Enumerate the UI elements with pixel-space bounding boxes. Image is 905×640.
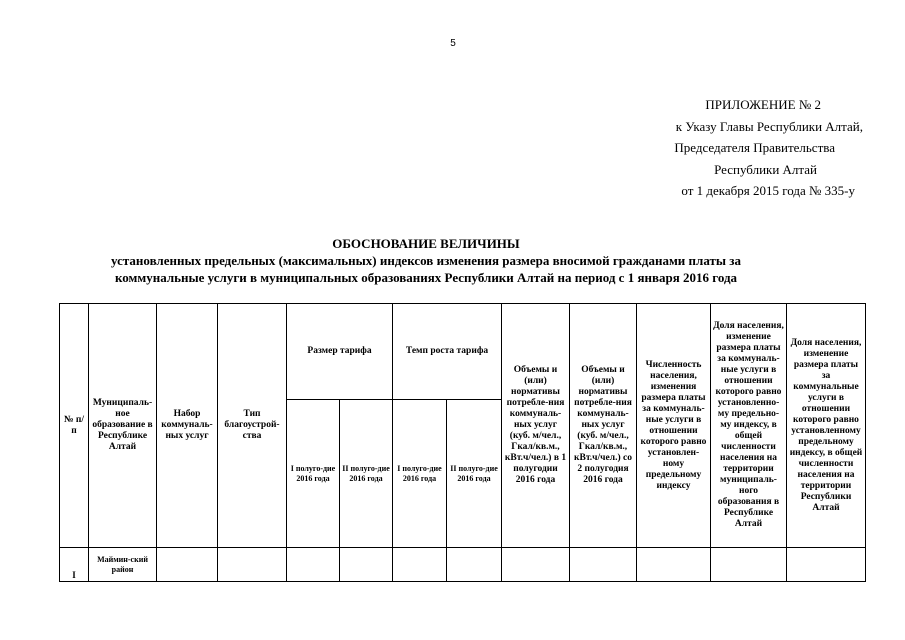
appendix-line: Председателя Правительства (674, 140, 835, 155)
table-cell (157, 548, 218, 582)
header-improvement: Тип благоустрой-ства (218, 304, 287, 548)
header-growth-h2: II полуго-дие 2016 года (447, 400, 502, 548)
table-cell (570, 548, 637, 582)
table-cell (218, 548, 287, 582)
header-population-share-republic: Доля населения, изменение размера платы за коммунальные услуги в отношении которого равно установленному предельному индексу, в общей численности населения на территории Республики Алтай (787, 304, 866, 548)
header-municipality: Муниципаль-ное образование в Республике Алтай (89, 304, 157, 548)
header-services: Набор коммуналь-ных услуг (157, 304, 218, 548)
header-tariff-h2: II полуго-дие 2016 года (340, 400, 393, 548)
table-cell (340, 548, 393, 582)
header-growth-h1: I полуго-дие 2016 года (393, 400, 447, 548)
appendix-title: ПРИЛОЖЕНИЕ № 2 (705, 97, 821, 112)
table-cell (787, 548, 866, 582)
table-cell (447, 548, 502, 582)
appendix-block (547, 94, 867, 202)
table-cell (287, 548, 340, 582)
table-row (60, 548, 866, 582)
row-num: I (60, 548, 89, 582)
page-number: 5 (450, 38, 456, 49)
document-title-line: ОБОСНОВАНИЕ ВЕЛИЧИНЫ (332, 236, 520, 251)
header-num: № п/п (60, 304, 89, 548)
header-tariff-h1: I полуго-дие 2016 года (287, 400, 340, 548)
header-volumes-h1: Объемы и (или) нормативы потребле-ния коммуналь-ных услуг (куб. м/чел., Гкал/кв.м., кВт.ч/чел.) в 1 полугодии 2016 года (502, 304, 570, 548)
table-cell (502, 548, 570, 582)
document-title (0, 235, 852, 286)
document-title-line: установленных предельных (максимальных) индексов изменения размера вносимой гражданами платы за (110, 253, 742, 268)
header-volumes-h2: Объемы и (или) нормативы потребле-ния коммуналь-ных услуг (куб. м/чел., Гкал/кв.м., кВт.ч/чел.) со 2 полугодия 2016 года (570, 304, 637, 548)
table-cell (637, 548, 711, 582)
header-population-count: Численность населения, изменения размера платы за коммуналь-ные услуги в отношении которого равно установлен-ному предельному индексу (637, 304, 711, 548)
document-title-line: коммунальные услуги в муниципальных образованиях Республики Алтай на период с 1 января 2016 года (114, 270, 738, 285)
row-municipality: Маймин-ский район (89, 548, 157, 582)
justification-table (59, 303, 866, 582)
header-tariff-growth: Темп роста тарифа (393, 304, 502, 400)
table-cell (393, 548, 447, 582)
appendix-line: к Указу Главы Республики Алтай, (675, 118, 863, 134)
header-tariff-size: Размер тарифа (287, 304, 393, 400)
appendix-line: Республики Алтай (714, 161, 817, 177)
header-population-share-municipality: Доля населения, изменение размера платы за коммуналь-ные услуги в отношении которого равно установленно-му предельно-му индексу, в общей численности населения на территории муниципаль-ного образования в Республике Алтай (711, 304, 787, 548)
appendix-line: от 1 декабря 2015 года № 335-у (681, 183, 855, 198)
table-cell (711, 548, 787, 582)
